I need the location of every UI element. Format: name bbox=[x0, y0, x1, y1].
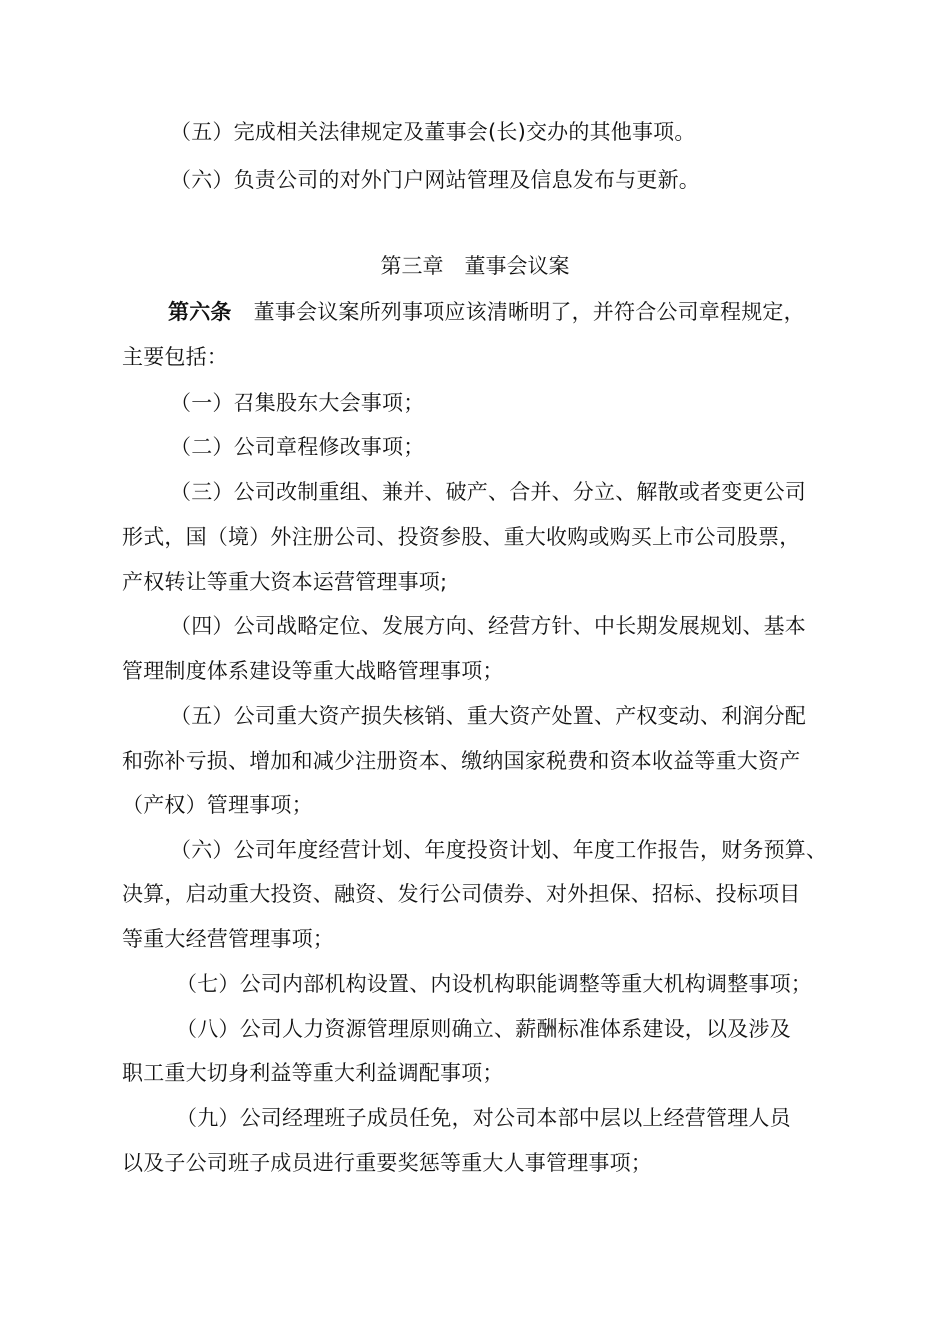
article-label: 第六条 bbox=[168, 300, 232, 324]
list-item-5-line-3: （产权）管理事项； bbox=[122, 793, 313, 817]
paragraph-top-item-6: （六）负责公司的对外门户网站管理及信息发布与更新。 bbox=[170, 168, 700, 192]
list-item-3-line-1: （三）公司改制重组、兼并、破产、合并、分立、解散或者变更公司 bbox=[170, 480, 806, 504]
article-intro: 董事会议案所列事项应该清晰明了，并符合公司章程规定， bbox=[253, 300, 805, 324]
list-item-7: （七）公司内部机构设置、内设机构职能调整等重大机构调整事项； bbox=[176, 972, 812, 996]
list-item-3-line-2: 形式，国（境）外注册公司、投资参股、重大收购或购买上市公司股票， bbox=[122, 525, 801, 549]
list-item-2: （二）公司章程修改事项； bbox=[170, 435, 425, 459]
list-item-8-line-2: 职工重大切身利益等重大利益调配事项； bbox=[122, 1061, 504, 1085]
list-item-6-line-2: 决算，启动重大投资、融资、发行公司债券、对外担保、招标、投标项目 bbox=[122, 882, 801, 906]
paragraph-top-item-5: （五）完成相关法律规定及董事会(长)交办的其他事项。 bbox=[170, 120, 696, 144]
chapter-title: 第三章 董事会议案 bbox=[380, 254, 570, 278]
article-first-line bbox=[168, 297, 805, 327]
list-item-3-line-3: 产权转让等重大资本运营管理事项; bbox=[122, 570, 448, 594]
list-item-5-line-1: （五）公司重大资产损失核销、重大资产处置、产权变动、利润分配 bbox=[170, 704, 806, 728]
list-item-8-line-1: （八）公司人力资源管理原则确立、薪酬标准体系建设，以及涉及 bbox=[176, 1017, 791, 1041]
list-item-4-line-2: 管理制度体系建设等重大战略管理事项； bbox=[122, 659, 504, 683]
list-item-9-line-2: 以及子公司班子成员进行重要奖惩等重大人事管理事项； bbox=[122, 1151, 652, 1175]
list-item-6-line-3: 等重大经营管理事项； bbox=[122, 927, 334, 951]
list-item-6-line-1: （六）公司年度经营计划、年度投资计划、年度工作报告，财务预算、 bbox=[170, 838, 828, 862]
list-item-1: （一）召集股东大会事项； bbox=[170, 391, 425, 415]
list-item-5-line-2: 和弥补亏损、增加和减少注册资本、缴纳国家税费和资本收益等重大资产 bbox=[122, 749, 801, 773]
article-intro-continued: 主要包括： bbox=[122, 345, 228, 369]
list-item-4-line-1: （四）公司战略定位、发展方向、经营方针、中长期发展规划、基本 bbox=[170, 614, 806, 638]
list-item-9-line-1: （九）公司经理班子成员任免，对公司本部中层以上经营管理人员 bbox=[176, 1106, 791, 1130]
